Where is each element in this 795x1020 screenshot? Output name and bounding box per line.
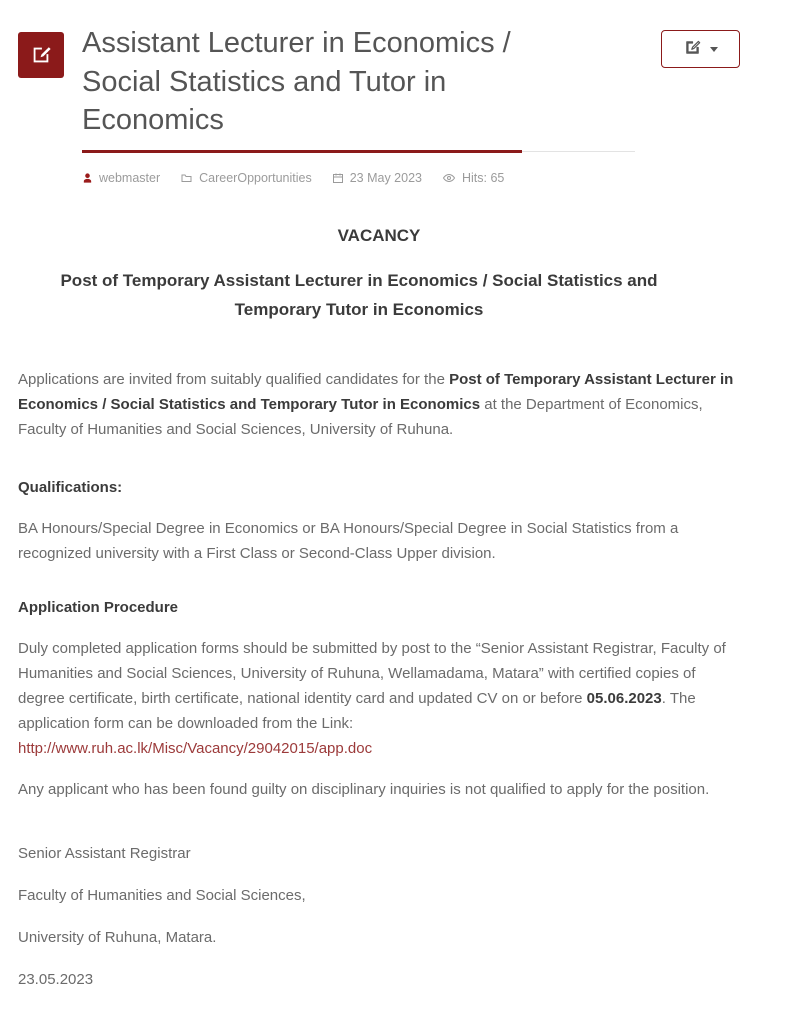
meta-hits: [442, 168, 504, 188]
procedure-text: [18, 636, 740, 761]
signature-line-4: 23.05.2023: [18, 971, 94, 989]
folder-icon: [180, 172, 193, 184]
meta-date-label: 23 May 2023: [349, 170, 422, 185]
signature-line-2: Faculty of Humanities and Social Sciences,: [18, 887, 306, 905]
meta-author-label[interactable]: webmaster: [99, 170, 161, 185]
vacancy-heading: VACANCY: [337, 225, 421, 245]
intro-text-part1: Applications are invited from suitably qualified candidates for the: [18, 370, 450, 388]
meta-hits-label: Hits: 65: [461, 170, 505, 185]
article-header: [18, 24, 740, 153]
page-title: Assistant Lecturer in Economics / Social Statistics and Tutor in Economics: [82, 24, 522, 153]
signature-line-1: Senior Assistant Registrar: [18, 845, 191, 863]
chevron-down-icon: [710, 47, 718, 52]
post-heading: Post of Temporary Assistant Lecturer in Economics / Social Statistics and Temporary Tutor in Economics: [60, 270, 658, 319]
meta-date: [332, 168, 422, 188]
intro-paragraph: [18, 367, 740, 442]
title-wrap: [64, 24, 740, 153]
intro-text-bold: Post of Temporary Assistant Lecturer in Economics / Social Statistics and Temporary Tutor in Economics: [18, 370, 734, 413]
meta-category-label[interactable]: CareerOpportunities: [199, 170, 312, 185]
eye-icon: [442, 172, 456, 184]
meta-category: [180, 168, 312, 188]
meta-author: [82, 168, 160, 188]
procedure-text-part1: Duly completed application forms should be submitted by post to the “Senior Assistant Registrar, Faculty of Humanities and Social Sciences, University of Ruhuna, Wellamadama, Matara” with certified copies of degree certificate, birth certificate, national identity card and updated CV on or before: [18, 639, 726, 707]
application-form-link[interactable]: http://www.ruh.ac.lk/Misc/Vacancy/29042015/app.doc: [18, 740, 373, 758]
procedure-deadline: 05.06.2023: [586, 689, 662, 707]
user-icon: [82, 172, 93, 184]
procedure-text-part2: . The application form can be downloaded from the Link:: [18, 689, 696, 733]
article-meta: [18, 168, 740, 188]
signature-line-3: University of Ruhuna, Matara.: [18, 929, 217, 947]
article-body: [18, 188, 740, 992]
disqualification-text: Any applicant who has been found guilty on disciplinary inquiries is not qualified to apply for the position.: [18, 781, 710, 799]
qualifications-title: Qualifications:: [18, 478, 123, 496]
calendar-icon: [332, 172, 344, 184]
qualifications-text: BA Honours/Special Degree in Economics or BA Honours/Special Degree in Social Statistics from a recognized university with a First Class or Second-Class Upper division.: [18, 519, 679, 562]
signature-block: [18, 842, 740, 992]
intro-text-part2: at the Department of Economics, Faculty of Humanities and Social Sciences, University of Ruhuna.: [18, 395, 703, 438]
edit-square-icon: [18, 32, 64, 78]
procedure-title: Application Procedure: [18, 598, 179, 616]
pencil-square-icon: [684, 39, 701, 59]
edit-dropdown-button[interactable]: [661, 30, 740, 68]
